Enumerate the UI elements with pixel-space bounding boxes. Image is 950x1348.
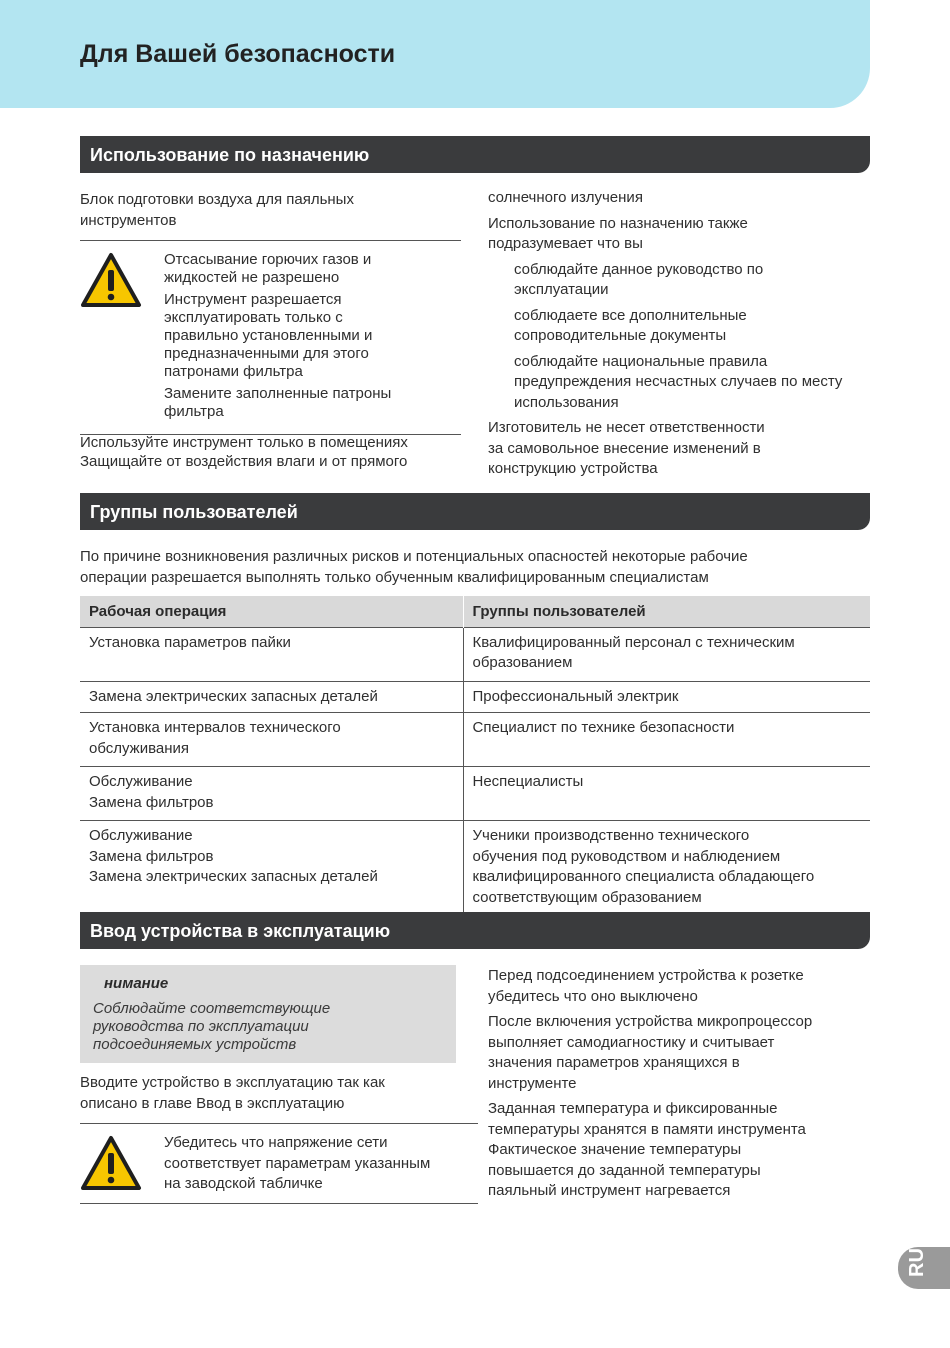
text-line: паяльный инструмент нагревается <box>488 1182 731 1199</box>
text-line: обслуживания <box>89 739 190 757</box>
text-line: фильтра <box>164 403 224 420</box>
text-line: руководства по эксплуатации <box>93 1018 309 1035</box>
table-cell <box>463 713 870 767</box>
text-line: Соблюдайте соответствующие <box>93 1000 331 1017</box>
warning-item <box>164 291 459 381</box>
text-line: Неспециалисты <box>472 773 584 790</box>
text-line: сопроводительные документы <box>514 327 727 344</box>
text-line: Блок подготовки воздуха для паяльных <box>80 191 354 208</box>
section-header-user-groups <box>80 493 870 530</box>
text-line: убедитесь что оно выключено <box>488 987 698 1005</box>
table-cell <box>463 627 870 681</box>
table-cell <box>80 821 463 916</box>
text-line: солнечного излучения <box>488 189 643 206</box>
text-line: предупреждения несчастных случаев по месту <box>514 373 843 390</box>
text-line: температуры хранятся в памяти инструмента <box>488 1120 806 1138</box>
text-line: Квалифицированный персонал с техническим <box>472 633 795 651</box>
text-line: Вводите устройство в эксплуатацию так как <box>80 1074 385 1091</box>
table-cell <box>463 821 870 916</box>
text-line: Перед подсоединением устройства к розетке <box>488 967 804 984</box>
text-line: Профессиональный электрик <box>472 687 679 705</box>
warning-triangle-icon <box>80 252 142 308</box>
text-line: соответствует параметрам указанным <box>164 1154 431 1172</box>
text-line: Установка интервалов технического <box>89 719 341 736</box>
warning-item <box>164 385 459 421</box>
text-line: выполняет самодиагностику и считывает <box>488 1033 775 1051</box>
text-line: Защищайте от воздействия влаги и от прямого <box>80 453 408 470</box>
paragraph <box>488 1012 873 1094</box>
text-line: на заводской табличке <box>164 1175 323 1192</box>
intended-use-intro <box>80 190 460 231</box>
note-text <box>93 1000 330 1054</box>
text-line: за самовольное внесение изменений в <box>488 439 761 457</box>
warning-item <box>164 251 459 287</box>
divider <box>80 240 461 241</box>
table-cell <box>463 681 870 713</box>
text-line: Замените заполненные патроны <box>164 385 392 402</box>
text-line: жидкостей не разрешено <box>164 269 340 286</box>
usage-notes <box>80 433 465 471</box>
table-cell <box>80 713 463 767</box>
voltage-warning <box>164 1133 476 1195</box>
text-line: подсоединяемых устройств <box>93 1036 297 1053</box>
text-line: правильно установленными и <box>164 327 373 344</box>
bullet-list <box>488 260 873 414</box>
text-line: Замена фильтров <box>89 847 214 865</box>
table-row <box>80 681 870 713</box>
attention-note <box>80 965 456 1063</box>
user-groups-table <box>80 596 870 915</box>
text-line: Использование по назначению также <box>488 214 748 232</box>
text-line: значения параметров хранящихся в <box>488 1054 740 1071</box>
text-line: конструкцию устройства <box>488 460 658 477</box>
warning-list <box>164 251 459 425</box>
text-line: Фактическое значение температуры <box>488 1141 742 1158</box>
text-line: Ученики производственно технического <box>472 827 750 844</box>
text-line: квалифицированного специалиста обладающего <box>472 868 815 885</box>
table-row <box>80 627 870 681</box>
warning-triangle-icon <box>80 1135 142 1191</box>
text-line: соблюдайте национальные правила <box>514 352 768 370</box>
text-line: инструменте <box>488 1074 577 1092</box>
text-line: Установка параметров пайки <box>89 633 291 651</box>
text-line: соответствующим образованием <box>472 888 702 906</box>
text-line: Инструмент разрешается <box>164 291 342 308</box>
paragraph <box>488 214 873 255</box>
list-item <box>514 260 873 301</box>
column-header: Группы пользователей <box>463 596 870 627</box>
text-line: эксплуатации <box>514 281 609 298</box>
list-item <box>514 306 873 347</box>
divider <box>80 1203 478 1204</box>
user-groups-intro <box>80 547 870 588</box>
section-title: Группы пользователей <box>90 502 298 522</box>
text-line: образованием <box>472 654 573 671</box>
list-item <box>514 352 873 414</box>
column-header: Рабочая операция <box>80 596 463 627</box>
divider <box>80 1123 478 1124</box>
table-cell <box>80 767 463 821</box>
text-line: инструментов <box>80 211 177 229</box>
intended-use-right-column <box>488 188 873 480</box>
text-line: предназначенными для этого <box>164 345 369 362</box>
text-line: операции разрешается выполнять только обученным квалифицированным специалистам <box>80 568 709 586</box>
text-line: патронами фильтра <box>164 363 303 380</box>
text-line: Заданная температура и фиксированные <box>488 1100 778 1117</box>
table-cell <box>463 767 870 821</box>
text-line: По причине возникновения различных рисков и потенциальных опасностей некоторые рабочие <box>80 548 748 565</box>
text-line: Специалист по технике безопасности <box>472 719 735 736</box>
text-line: Замена фильтров <box>89 793 214 811</box>
text-line: использования <box>514 393 619 411</box>
commissioning-intro <box>80 1073 465 1114</box>
text-line: повышается до заданной температуры <box>488 1161 761 1179</box>
table-row <box>80 713 870 767</box>
page-header-band <box>0 0 870 108</box>
text-line: Отсасывание горючих газов и <box>164 251 372 268</box>
paragraph <box>488 1099 873 1202</box>
text-line: Изготовитель не несет ответственности <box>488 419 765 436</box>
section-header-intended-use <box>80 136 870 173</box>
text-line: описано в главе Ввод в эксплуатацию <box>80 1094 345 1112</box>
language-label: RU <box>906 1248 928 1277</box>
note-title: нимание <box>104 975 169 992</box>
text-line: подразумевает что вы <box>488 235 643 252</box>
text-line: эксплуатировать только с <box>164 309 343 326</box>
text-line: соблюдайте данное руководство по <box>514 260 764 278</box>
table-header-row <box>80 596 870 627</box>
text-line: Обслуживание <box>89 827 193 844</box>
table-cell <box>80 681 463 713</box>
text-line: Используйте инструмент только в помещениях <box>80 434 408 451</box>
section-title: Использование по назначению <box>90 145 370 165</box>
text-line: Замена электрических запасных деталей <box>89 868 378 885</box>
commissioning-right-column <box>488 966 873 1202</box>
page-title: Для Вашей безопасности <box>80 40 396 68</box>
table-cell <box>80 627 463 681</box>
paragraph <box>488 966 873 1007</box>
section-header-commissioning <box>80 912 870 949</box>
table-row <box>80 767 870 821</box>
text-line: Убедитесь что напряжение сети <box>164 1134 388 1151</box>
section-title: Ввод устройства в эксплуатацию <box>90 921 391 941</box>
language-tab <box>898 1247 950 1289</box>
text-line: После включения устройства микропроцессор <box>488 1013 813 1030</box>
text-line: Замена электрических запасных деталей <box>89 687 378 705</box>
text-line: обучения под руководством и наблюдением <box>472 847 781 865</box>
paragraph <box>488 418 873 480</box>
text-line: Обслуживание <box>89 773 193 790</box>
table-row <box>80 821 870 916</box>
text-line: соблюдаете все дополнительные <box>514 306 747 324</box>
